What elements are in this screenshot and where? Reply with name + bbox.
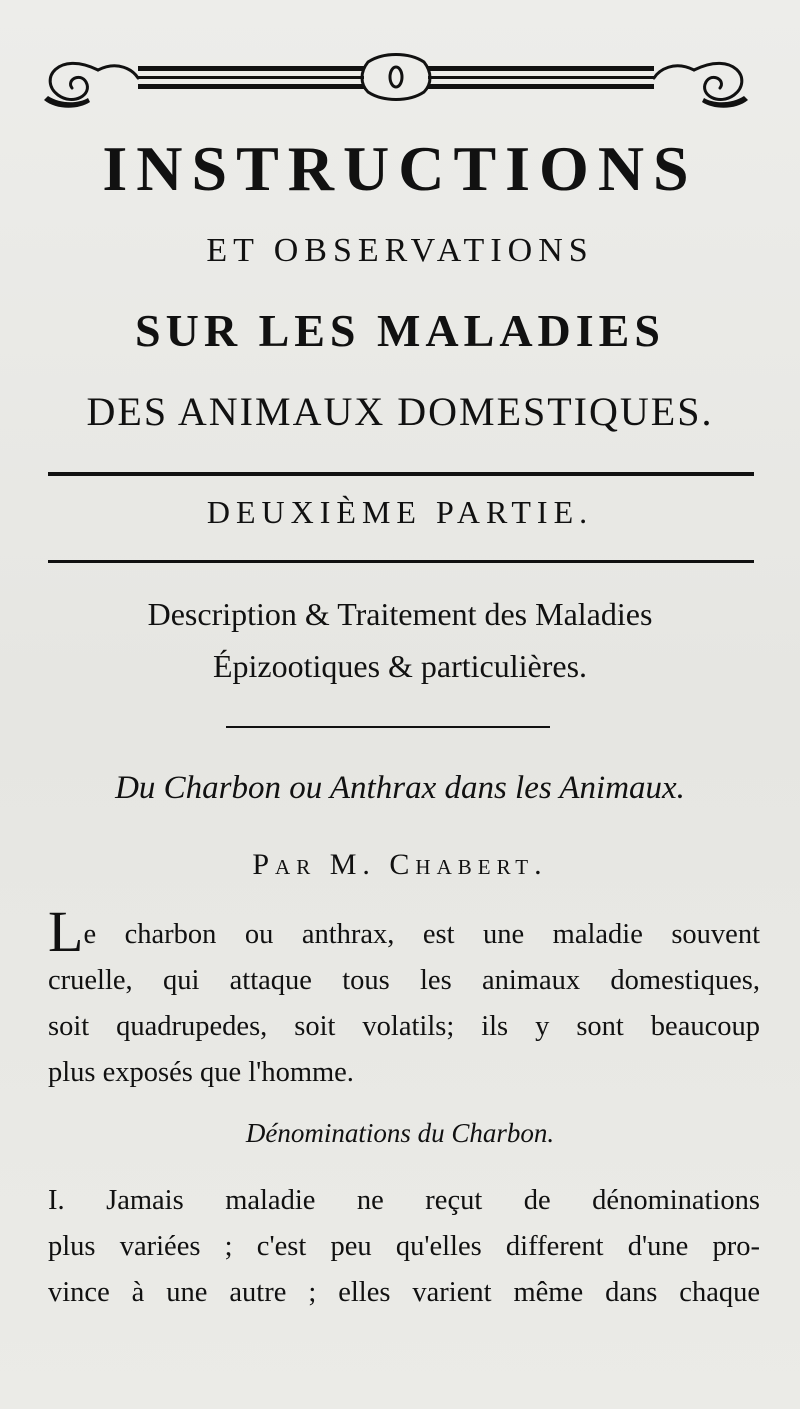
paragraph-line: vince à une autre ; elles varient même dans chaque xyxy=(48,1277,760,1308)
section-heading: Dénominations du Charbon. xyxy=(245,1118,555,1148)
paragraph-denominations xyxy=(48,1178,760,1316)
title-line-4: DES ANIMAUX DOMESTIQUES. xyxy=(86,389,714,434)
article-author: Par M. Chabert. xyxy=(252,848,548,881)
drop-cap: L xyxy=(48,899,84,964)
article-title: Du Charbon ou Anthrax dans les Animaux. xyxy=(115,770,685,806)
paragraph-line: soit quadrupedes, soit volatils; ils y sont beaucoup xyxy=(48,1011,760,1042)
divider-rule xyxy=(48,472,754,476)
decorative-ornament-header xyxy=(38,40,754,112)
title-line-1: INSTRUCTIONS xyxy=(102,133,698,204)
paragraph-line xyxy=(48,899,760,964)
part-heading: DEUXIÈME PARTIE. xyxy=(206,494,594,530)
description-line-2: Épizootiques & particulières. xyxy=(212,648,588,684)
short-divider-rule xyxy=(226,726,550,728)
description-line-1: Description & Traitement des Maladies xyxy=(147,596,653,632)
paragraph-line: plus variées ; c'est peu qu'elles different d'une pro- xyxy=(48,1231,760,1262)
paragraph-line: I. Jamais maladie ne reçut de dénominations xyxy=(48,1185,760,1216)
paragraph-line: cruelle, qui attaque tous les animaux domestiques, xyxy=(48,965,760,996)
title-line-3: SUR LES MALADIES xyxy=(135,305,665,356)
paragraph-line-text: e charbon ou anthrax, est une maladie souvent xyxy=(83,919,760,950)
paragraph-line: plus exposés que l'homme. xyxy=(48,1057,354,1088)
title-line-2: ET OBSERVATIONS xyxy=(206,232,594,269)
paragraph-intro xyxy=(48,899,760,1096)
divider-rule xyxy=(48,560,754,563)
